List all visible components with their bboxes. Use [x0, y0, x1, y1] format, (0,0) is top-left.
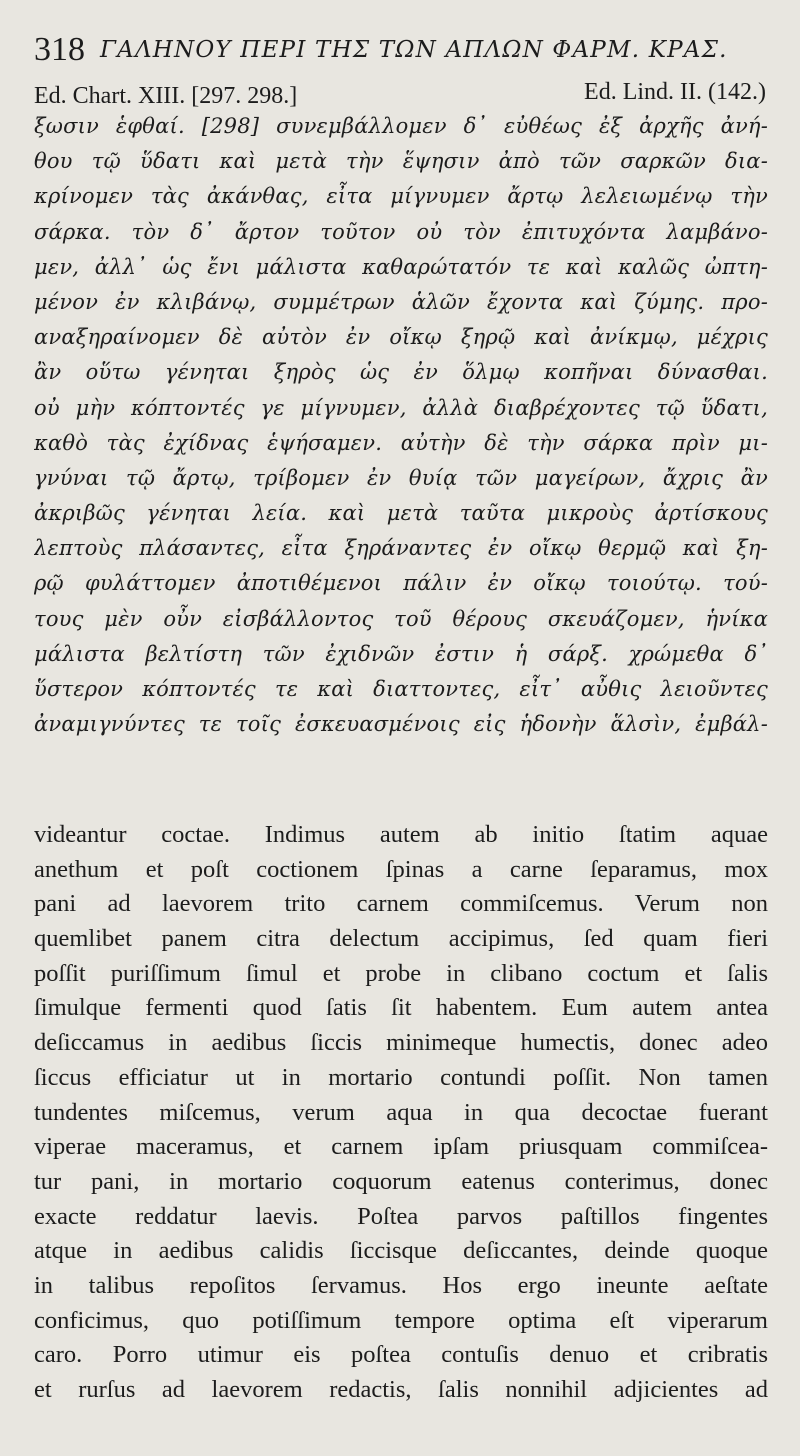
greek-line: μένον ἐν κλιβάνῳ, συμμέτρων ἁλῶν ἔχοντα καὶ ζύμης. προ- — [34, 289, 768, 314]
latin-text-block — [34, 818, 768, 1408]
latin-line: videantur coctae. Indimus autem ab initio ſtatim aquae — [34, 821, 768, 848]
latin-line: quemlibet panem citra delectum accipimus, ſed quam fieri — [34, 925, 768, 953]
greek-line: μεν, ἀλλ᾽ ὡς ἔνι μάλιστα καθαρώτατόν τε καὶ καλῶς ὠπτη- — [34, 254, 768, 279]
latin-line: caro. Porro utimur eis poſtea contuſis denuo et cribratis — [34, 1341, 768, 1369]
latin-line: exacte reddatur laevis. Poſtea parvos paſtillos fingentes — [34, 1202, 768, 1230]
page-header — [34, 30, 768, 70]
latin-line: tur pani, in mortario coquorum eatenus conterimus, donec — [34, 1167, 768, 1195]
page-number: 318 — [34, 31, 85, 68]
latin-line: in talibus repoſitos ſervamus. Hos ergo ineunte aeſtate — [34, 1271, 768, 1299]
edition-reference-chartier: Ed. Chart. XIII. [297. 298.] — [34, 83, 298, 109]
latin-line: pani ad laevorem trito carnem commiſcemus. Verum non — [34, 890, 768, 918]
latin-line: ſiccus efficiatur ut in mortario contundi poſſit. Non tamen — [34, 1063, 768, 1091]
latin-line: viperae maceramus, et carnem ipſam priusquam commiſcea- — [34, 1133, 768, 1161]
greek-line: ρῷ φυλάττομεν ἀποτιθέμενοι πάλιν ἐν οἴκῳ τοιούτῳ. τού- — [34, 571, 768, 596]
greek-line: λεπτοὺς πλάσαντες, εἶτα ξηράναντες ἐν οἴκῳ θερμῷ καὶ ξη- — [34, 536, 768, 561]
greek-line: ἀκριβῶς γένηται λεία. καὶ μετὰ ταῦτα μικροὺς ἀρτίσκους — [34, 501, 768, 526]
latin-line: et rurſus ad laevorem redactis, ſalis nonnihil adjicientes ad — [34, 1376, 768, 1403]
latin-line: atque in aedibus calidis ſiccisque deſiccantes, deinde quoque — [34, 1237, 768, 1265]
greek-line: σάρκα. τὸν δ᾽ ἄρτον τοῦτον οὐ τὸν ἐπιτυχόντα λαμβάνο- — [34, 219, 768, 244]
greek-line: ὕστερον κόπτοντές τε καὶ διαττοντες, εἶτ᾽ αὖθις λειοῦντες — [34, 677, 768, 701]
latin-line: tundentes miſcemus, verum aqua in qua decoctae fuerant — [34, 1098, 768, 1126]
latin-line: conficimus, quo potiſſimum tempore optima eſt viperarum — [34, 1306, 768, 1334]
greek-line: οὐ μὴν κόπτοντές γε μίγνυμεν, ἀλλὰ διαβρέχοντες τῷ ὕδατι, — [34, 395, 768, 420]
latin-line: poſſit puriſſimum ſimul et probe in clibano coctum et ſalis — [34, 959, 768, 987]
greek-line: ξωσιν ἑφθαί. [298] συνεμβάλλομεν δ᾽ εὐθέως ἐξ ἀρχῆς ἀνή- — [34, 114, 768, 138]
greek-line: γνύναι τῷ ἄρτῳ, τρίβομεν ἐν θυίᾳ τῶν μαγείρων, ἄχρις ἂν — [34, 465, 768, 490]
running-title: ΓΑΛΗΝΟΥ ΠΕΡΙ ΤΗΣ ΤΩΝ ΑΠΛΩΝ ΦΑΡΜ. ΚΡΑΣ. — [100, 37, 728, 63]
greek-line: μάλιστα βελτίστη τῶν ἐχιδνῶν ἐστιν ἡ σάρξ. χρώμεθα δ᾽ — [34, 641, 768, 666]
latin-line: anethum et poſt coctionem ſpinas a carne ſeparamus, mox — [34, 855, 768, 883]
greek-line: ἀναμιγνύντες τε τοῖς ἐσκευασμένοις εἰς ἡδονὴν ἅλσὶν, ἐμβάλ- — [34, 712, 768, 737]
latin-line: deſiccamus in aedibus ſiccis minimeque humectis, donec adeo — [34, 1029, 768, 1057]
greek-line: τους μὲν οὖν εἰσβάλλοντος τοῦ θέρους σκευάζομεν, ἡνίκα — [34, 606, 768, 631]
greek-line: ἂν οὕτω γένηται ξηρὸς ὡς ἐν ὅλμῳ κοπῆναι δύνασθαι. — [34, 360, 768, 385]
greek-line: καθὸ τὰς ἐχίδνας ἑψήσαμεν. αὐτὴν δὲ τὴν σάρκα πρὶν μι- — [34, 430, 768, 455]
greek-line: αναξηραίνομεν δὲ αὐτὸν ἐν οἴκῳ ξηρῷ καὶ ἀνίκμῳ, μέχρις — [34, 325, 768, 350]
edition-reference-lind: Ed. Lind. II. (142.) — [584, 79, 766, 105]
greek-text-block — [34, 109, 768, 742]
greek-line: θου τῷ ὕδατι καὶ μετὰ τὴν ἕψησιν ἀπὸ τῶν σαρκῶν δια- — [34, 149, 768, 174]
greek-line: κρίνομεν τὰς ἀκάνθας, εἶτα μίγνυμεν ἄρτῳ λελειωμένῳ τὴν — [34, 184, 768, 209]
latin-line: ſimulque fermenti quod ſatis ſit habentem. Eum autem antea — [34, 994, 768, 1022]
